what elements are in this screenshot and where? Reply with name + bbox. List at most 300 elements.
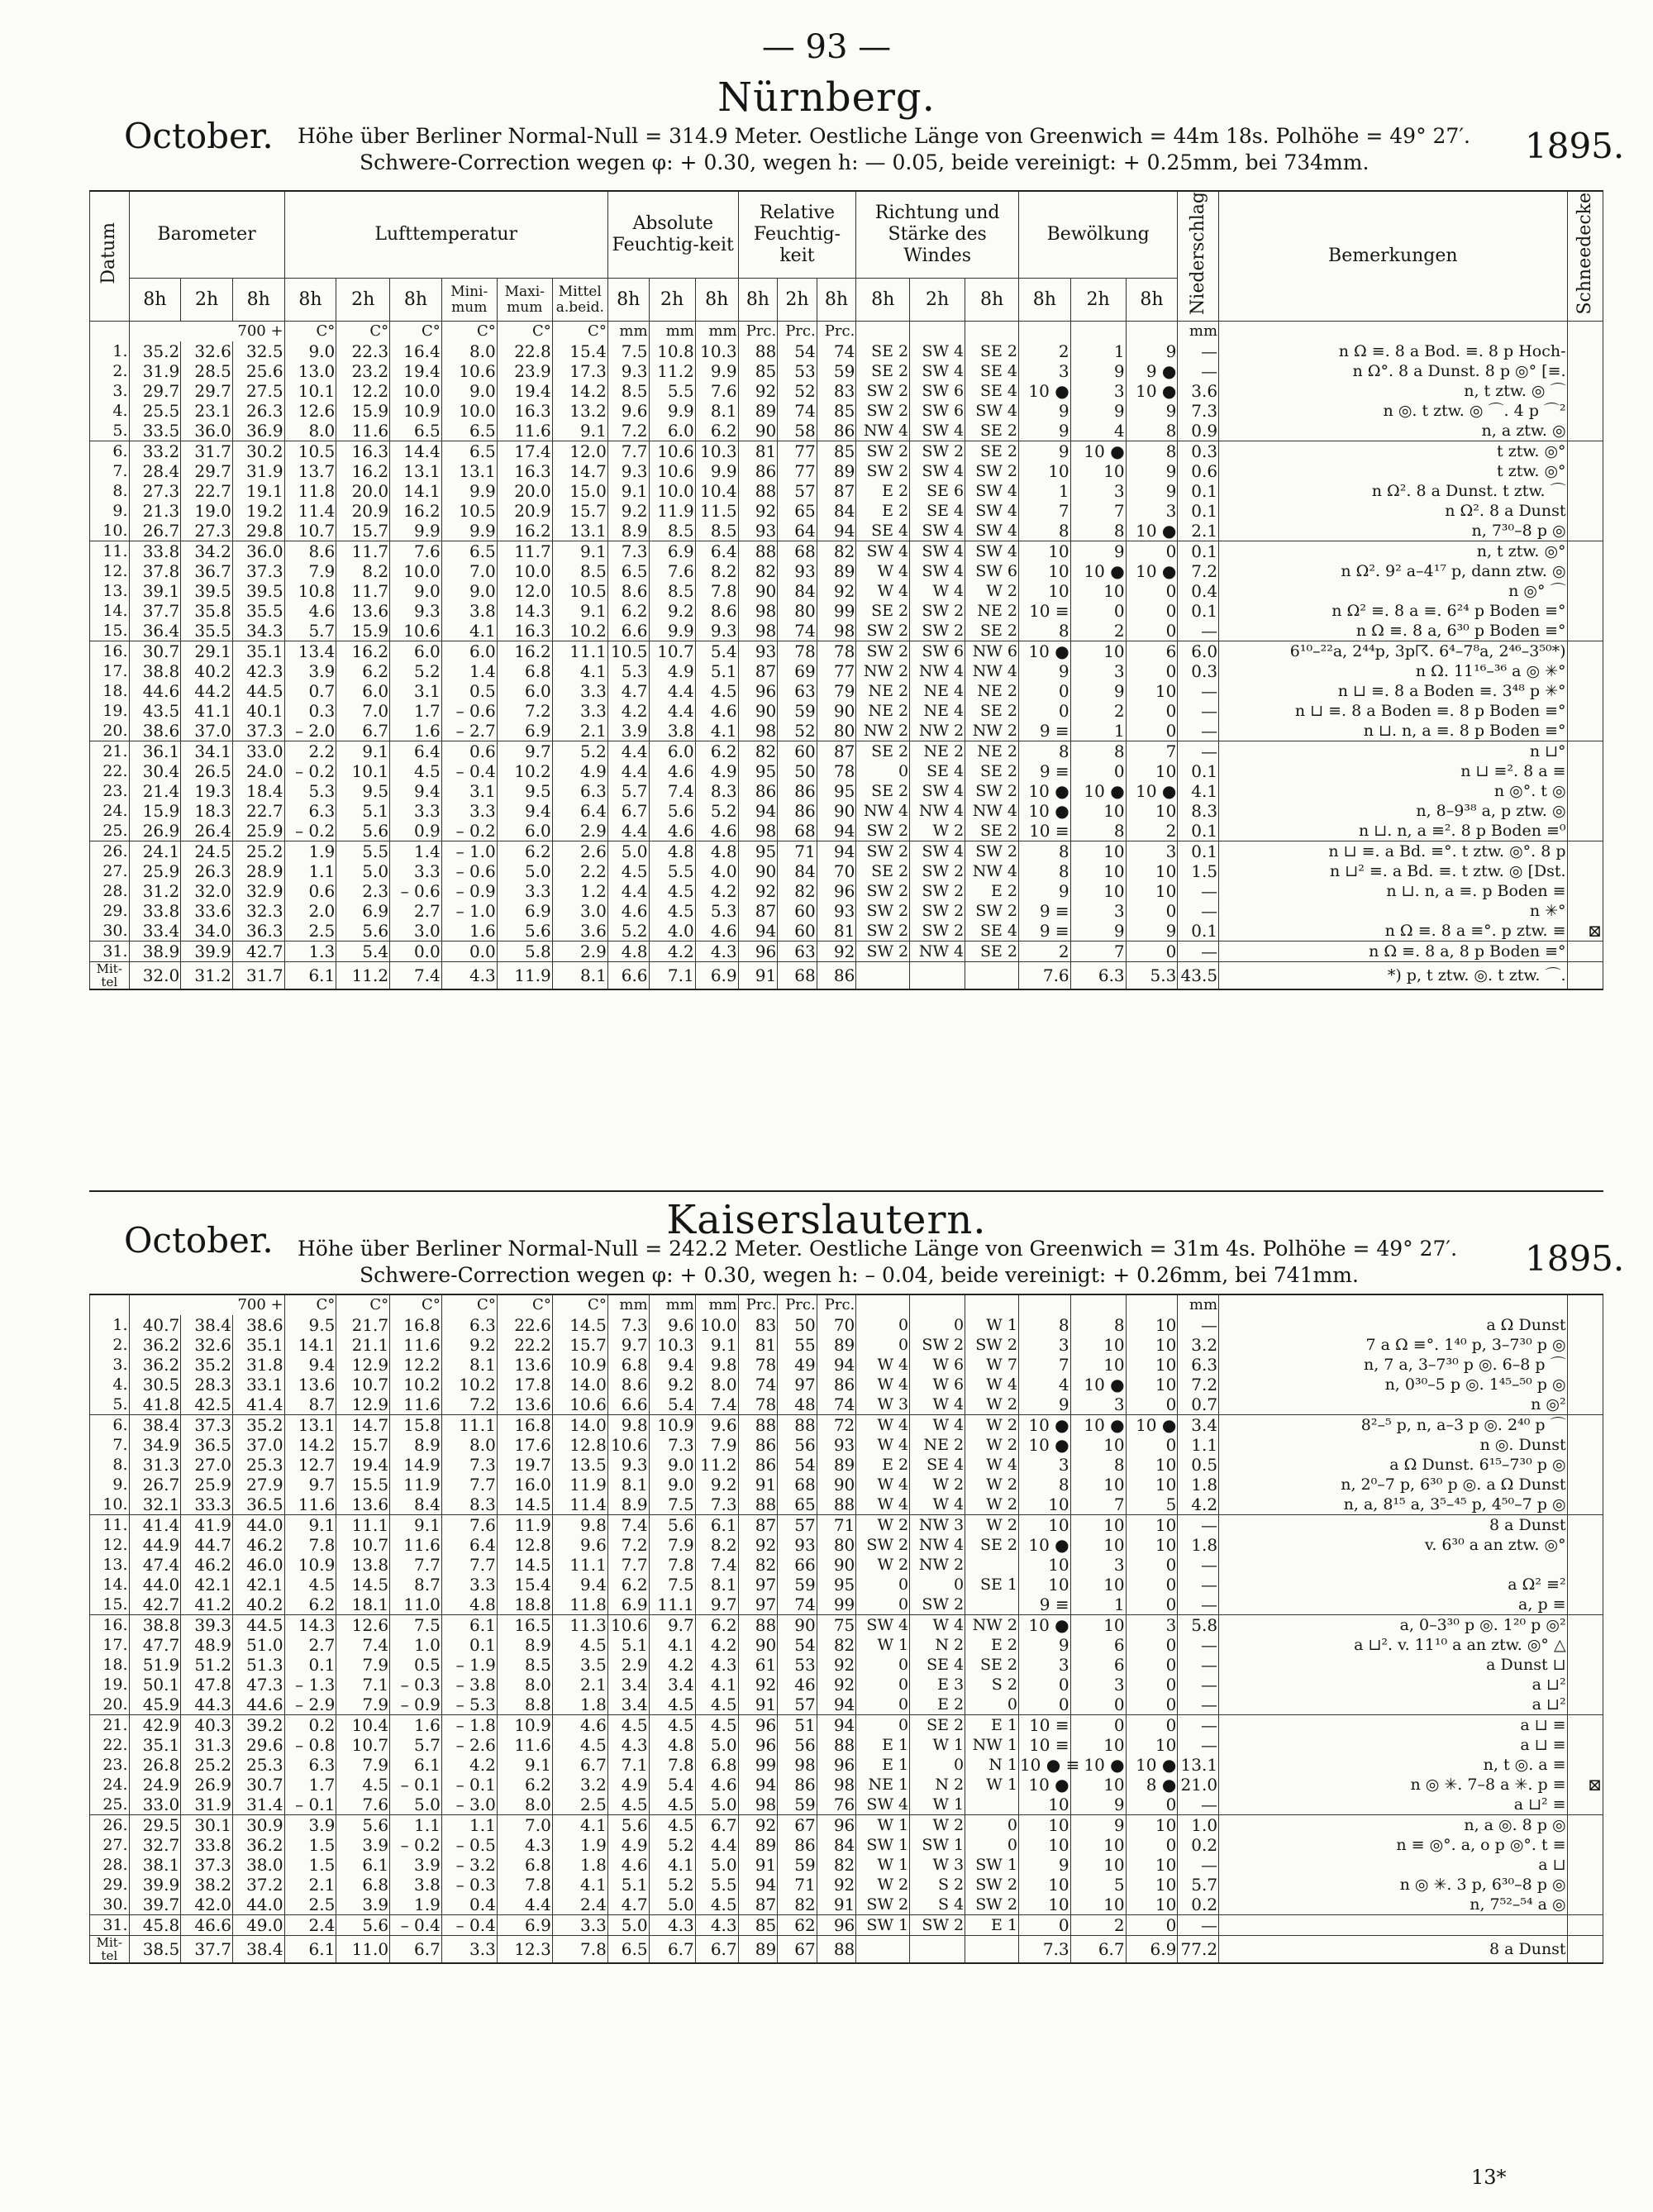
cell-abs-hum-2h: 10.6 [649, 441, 695, 461]
cell-temp-8h: 10.1 [284, 381, 336, 401]
cell-cloud-8h-eve: 0 [1126, 1595, 1178, 1615]
cell-rel-hum-2h: 88 [778, 1415, 817, 1436]
cell-precipitation: 0.1 [1178, 841, 1219, 861]
cell-temp-8h-eve: 0.5 [390, 1655, 442, 1675]
cell-temp-max: 10.9 [497, 1715, 552, 1736]
cell-temp-8h-eve: – 0.9 [390, 1695, 442, 1715]
cell-temp-8h: 0.7 [284, 681, 336, 701]
cell-wind-8h-eve [965, 1936, 1019, 1964]
cell-wind-8h-eve: SW 6 [965, 561, 1019, 581]
cell-cloud-2h: 7 [1070, 941, 1126, 961]
cell-baro-8h-eve: 36.0 [232, 541, 284, 561]
cell-remarks: 7 a Ω ≡°. 1⁴⁰ p, 3–7³⁰ p ◎ [1219, 1335, 1568, 1355]
cell-remarks: n ⊔. n, a ≡². 8 p Boden ≡⁰ [1219, 821, 1567, 841]
cell-wind-8h-eve: W 2 [965, 1515, 1019, 1536]
sub-h2: 2h [910, 279, 965, 322]
cell-day: 22. [90, 761, 130, 781]
cell-abs-hum-8h: 4.8 [607, 941, 649, 961]
cell-rel-hum-8h: 87 [738, 1515, 778, 1536]
cell-abs-hum-8h: 6.6 [607, 1394, 649, 1415]
cell-rel-hum-2h: 55 [778, 1335, 817, 1355]
cell-baro-8h: 32.7 [129, 1835, 181, 1855]
cell-cloud-2h: 10 ● [1070, 441, 1126, 461]
cell-abs-hum-8h-eve: 6.4 [695, 541, 738, 561]
cell-wind-2h [910, 961, 965, 989]
cell-temp-2h: 13.6 [336, 601, 390, 621]
cell-baro-2h: 35.5 [181, 621, 233, 641]
cell-wind-2h: SW 2 [910, 1915, 965, 1936]
cell-wind-8h: W 2 [856, 1515, 910, 1536]
cell-rel-hum-2h: 50 [778, 1315, 817, 1335]
cell-abs-hum-2h: 4.5 [649, 1795, 695, 1815]
cell-baro-8h-eve: 36.3 [232, 921, 284, 942]
cell-baro-8h: 28.4 [129, 461, 181, 481]
cell-snow-cover [1567, 1815, 1603, 1836]
table-row [90, 1915, 1603, 1936]
cell-baro-2h: 32.6 [181, 341, 233, 361]
cell-baro-8h-eve: 36.2 [232, 1835, 284, 1855]
cell-baro-8h-eve: 40.1 [232, 701, 284, 721]
cell-abs-hum-2h: 8.5 [649, 581, 695, 601]
cell-cloud-8h: 10 [1018, 1575, 1070, 1595]
cell-temp-8h-eve: 10.0 [390, 381, 442, 401]
cell-temp-8h: – 2.0 [284, 721, 336, 741]
cell-temp-min: 9.2 [441, 1335, 497, 1355]
cell-rel-hum-2h: 63 [778, 681, 817, 701]
cell-temp-min: 11.1 [441, 1415, 497, 1436]
cell-rel-hum-2h: 52 [778, 381, 817, 401]
cell-wind-2h: NW 4 [910, 801, 965, 821]
cell-remarks: n ⊔ ≡². 8 a ≡ [1219, 761, 1567, 781]
cell-temp-mean: 2.9 [552, 821, 607, 841]
cell-snow-cover [1567, 1615, 1603, 1636]
cell-temp-mean: 6.7 [552, 1755, 607, 1775]
col-wind: Richtung und Stärke des Windes [856, 191, 1019, 279]
cell-rel-hum-8h: 97 [738, 1595, 778, 1615]
cell-cloud-2h: 3 [1070, 901, 1126, 921]
cell-temp-mean: 10.2 [552, 621, 607, 641]
cell-temp-mean: 4.9 [552, 761, 607, 781]
cell-abs-hum-2h: 4.5 [649, 1815, 695, 1836]
cell-rel-hum-8h: 82 [738, 1555, 778, 1575]
cell-baro-8h-eve: 46.0 [232, 1555, 284, 1575]
cell-rel-hum-8h: 85 [738, 361, 778, 381]
month-label: October. [124, 1220, 274, 1261]
cell-rel-hum-8h-eve: 98 [817, 1775, 856, 1795]
cell-baro-2h: 31.2 [181, 961, 233, 989]
cell-wind-8h-eve: NE 2 [965, 741, 1019, 761]
cell-day: 19. [90, 1675, 130, 1695]
cell-cloud-2h: 9 [1070, 921, 1126, 942]
cell-cloud-8h-eve: 10 [1126, 1375, 1178, 1394]
cell-baro-8h-eve: 37.2 [232, 1875, 284, 1895]
cell-snow-cover [1567, 1635, 1603, 1655]
cell-cloud-8h: 8 [1018, 741, 1070, 761]
sub-h8: 8h [232, 279, 284, 322]
cell-rel-hum-8h-eve: 88 [817, 1936, 856, 1964]
cell-wind-8h: SE 2 [856, 861, 910, 881]
cell-temp-8h: 14.2 [284, 1435, 336, 1455]
cell-baro-8h-eve: 44.5 [232, 1615, 284, 1636]
month-label: October. [124, 116, 274, 156]
cell-temp-8h-eve: 3.0 [390, 921, 442, 942]
cell-temp-max: 19.4 [497, 381, 552, 401]
cell-cloud-8h: 10 ≡ [1018, 821, 1070, 841]
cell-rel-hum-2h: 54 [778, 1635, 817, 1655]
cell-temp-2h: 6.9 [336, 901, 390, 921]
cell-rel-hum-2h: 60 [778, 901, 817, 921]
cell-wind-8h-eve: SW 4 [965, 521, 1019, 541]
cell-rel-hum-2h: 74 [778, 1595, 817, 1615]
cell-baro-8h: 36.2 [129, 1335, 181, 1355]
cell-wind-8h: SE 2 [856, 341, 910, 361]
cell-abs-hum-8h: 4.4 [607, 881, 649, 901]
cell-remarks: n, 0³⁰–5 p ◎. 1⁴⁵–⁵⁰ p ◎ [1219, 1375, 1568, 1394]
cell-cloud-8h: 0 [1018, 1695, 1070, 1715]
cell-precipitation: — [1178, 1575, 1219, 1595]
cell-temp-mean: 4.6 [552, 1715, 607, 1736]
cell-day: 26. [90, 1815, 130, 1836]
cell-snow-cover [1567, 841, 1603, 861]
cell-baro-2h: 40.3 [181, 1715, 233, 1736]
cell-temp-2h: 2.3 [336, 881, 390, 901]
table-row [90, 1635, 1603, 1655]
cell-temp-min: 7.0 [441, 561, 497, 581]
cell-temp-2h: 12.2 [336, 381, 390, 401]
unit-c: C° [552, 1294, 607, 1315]
cell-cloud-2h: 5 [1070, 1875, 1126, 1895]
cell-rel-hum-2h: 66 [778, 1555, 817, 1575]
cell-cloud-2h: 10 [1070, 461, 1126, 481]
cell-temp-min: – 1.0 [441, 901, 497, 921]
cell-wind-8h: W 1 [856, 1635, 910, 1655]
unit-row [90, 1294, 1603, 1315]
cell-rel-hum-8h: 96 [738, 681, 778, 701]
cell-precipitation: — [1178, 1515, 1219, 1536]
cell-abs-hum-2h: 6.9 [649, 541, 695, 561]
cell-snow-cover: ⊠ [1567, 921, 1603, 942]
cell-rel-hum-8h: 91 [738, 1475, 778, 1495]
cell-cloud-8h: 9 [1018, 421, 1070, 441]
cell-temp-mean: 1.8 [552, 1855, 607, 1875]
cell-rel-hum-8h: 92 [738, 1675, 778, 1695]
cell-wind-2h: W 2 [910, 821, 965, 841]
cell-cloud-8h: 10 [1018, 581, 1070, 601]
cell-temp-mean: 14.5 [552, 1315, 607, 1335]
cell-rel-hum-8h-eve: 87 [817, 741, 856, 761]
cell-rel-hum-2h: 71 [778, 841, 817, 861]
cell-temp-8h-eve: 10.6 [390, 621, 442, 641]
cell-abs-hum-8h-eve: 4.6 [695, 701, 738, 721]
cell-abs-hum-8h-eve: 9.8 [695, 1355, 738, 1375]
cell-rel-hum-2h: 51 [778, 1715, 817, 1736]
cell-rel-hum-8h-eve: 70 [817, 861, 856, 881]
cell-abs-hum-8h: 8.6 [607, 581, 649, 601]
cell-rel-hum-8h-eve: 89 [817, 461, 856, 481]
cell-temp-8h-eve: 0.0 [390, 941, 442, 961]
cell-temp-8h-eve: 10.0 [390, 561, 442, 581]
cell-rel-hum-8h-eve: 59 [817, 361, 856, 381]
cell-abs-hum-8h: 8.9 [607, 1495, 649, 1515]
unit-c: C° [390, 321, 442, 341]
cell-rel-hum-2h: 67 [778, 1936, 817, 1964]
cell-baro-8h: 36.4 [129, 621, 181, 641]
cell-rel-hum-8h-eve: 94 [817, 1695, 856, 1715]
cell-rel-hum-2h: 67 [778, 1815, 817, 1836]
cell-cloud-8h: 8 [1018, 521, 1070, 541]
cell-temp-max: 8.5 [497, 1655, 552, 1675]
table-row [90, 1315, 1603, 1335]
cell-wind-8h-eve: SW 2 [965, 1875, 1019, 1895]
cell-snow-cover [1567, 641, 1603, 661]
cell-rel-hum-2h: 60 [778, 741, 817, 761]
cell-cloud-8h: 10 ● [1018, 641, 1070, 661]
cell-day: Mit-tel [90, 1936, 130, 1964]
cell-day: 7. [90, 1435, 130, 1455]
cell-day: 31. [90, 1915, 130, 1936]
cell-precipitation: — [1178, 1795, 1219, 1815]
cell-abs-hum-2h: 3.4 [649, 1675, 695, 1695]
table-row [90, 1895, 1603, 1915]
cell-rel-hum-8h: 98 [738, 1795, 778, 1815]
cell-temp-mean: 3.3 [552, 701, 607, 721]
cell-rel-hum-8h-eve: 92 [817, 1675, 856, 1695]
cell-temp-mean: 17.3 [552, 361, 607, 381]
cell-rel-hum-8h: 94 [738, 921, 778, 942]
cell-precipitation: — [1178, 1695, 1219, 1715]
cell-wind-8h-eve: SE 2 [965, 701, 1019, 721]
cell-abs-hum-8h: 6.6 [607, 621, 649, 641]
cell-cloud-8h-eve: 10 [1126, 1315, 1178, 1335]
cell-precipitation: 3.4 [1178, 1415, 1219, 1436]
cell-cloud-8h: 9 [1018, 441, 1070, 461]
cell-wind-8h-eve: N 1 [965, 1755, 1019, 1775]
cell-temp-8h-eve: 6.1 [390, 1755, 442, 1775]
cell-precipitation: 0.3 [1178, 441, 1219, 461]
cell-wind-8h-eve: NE 2 [965, 601, 1019, 621]
cell-abs-hum-8h: 6.2 [607, 601, 649, 621]
col-rel-feuchte: Relative Feuchtig-keit [738, 191, 856, 279]
cell-wind-2h: W 4 [910, 1394, 965, 1415]
cell-abs-hum-2h: 9.6 [649, 1315, 695, 1335]
cell-temp-mean: 11.9 [552, 1475, 607, 1495]
cell-temp-mean: 10.5 [552, 581, 607, 601]
cell-wind-8h: 0 [856, 1655, 910, 1675]
cell-abs-hum-8h-eve: 6.2 [695, 1615, 738, 1636]
cell-abs-hum-8h: 9.7 [607, 1335, 649, 1355]
cell-abs-hum-2h: 4.4 [649, 681, 695, 701]
cell-baro-8h: 31.9 [129, 361, 181, 381]
page-number: — 93 — [761, 28, 892, 66]
cell-abs-hum-8h-eve: 9.2 [695, 1475, 738, 1495]
cell-cloud-8h-eve: 10 [1126, 681, 1178, 701]
cell-precipitation: — [1178, 1855, 1219, 1875]
cell-abs-hum-2h: 4.3 [649, 1915, 695, 1936]
unit-nd: mm [1178, 321, 1219, 341]
table-row [90, 1575, 1603, 1595]
cell-abs-hum-8h-eve: 4.0 [695, 861, 738, 881]
unit-prc: Prc. [817, 321, 856, 341]
cell-precipitation: — [1178, 621, 1219, 641]
cell-snow-cover [1567, 1675, 1603, 1695]
cell-day: 14. [90, 1575, 130, 1595]
cell-wind-8h-eve: SW 4 [965, 541, 1019, 561]
cell-remarks: a ⊔ ≡ [1219, 1735, 1568, 1755]
cell-cloud-8h: 10 ● [1018, 1435, 1070, 1455]
cell-abs-hum-8h: 4.5 [607, 861, 649, 881]
cell-temp-2h: 10.1 [336, 761, 390, 781]
cell-cloud-8h: 9 ≡ [1018, 921, 1070, 942]
cell-rel-hum-2h: 74 [778, 401, 817, 421]
cell-temp-2h: 11.7 [336, 581, 390, 601]
cell-cloud-2h: 9 [1070, 1795, 1126, 1815]
cell-temp-8h-eve: 3.1 [390, 681, 442, 701]
cell-cloud-8h: 10 [1018, 1815, 1070, 1836]
cell-cloud-2h: 0 [1070, 1715, 1126, 1736]
cell-snow-cover [1567, 1355, 1603, 1375]
cell-precipitation: — [1178, 681, 1219, 701]
cell-remarks: a ⊔² [1219, 1675, 1568, 1695]
cell-remarks: a Ω Dunst. 6¹⁵–7³⁰ p ◎ [1219, 1455, 1568, 1475]
unit-c: C° [284, 321, 336, 341]
cell-wind-2h: W 4 [910, 1615, 965, 1636]
cell-snow-cover [1567, 1695, 1603, 1715]
cell-rel-hum-8h: 88 [738, 481, 778, 501]
cell-day: 15. [90, 621, 130, 641]
cell-abs-hum-8h-eve: 4.1 [695, 721, 738, 741]
cell-abs-hum-2h: 11.1 [649, 1595, 695, 1615]
cell-remarks: n ✳° [1219, 901, 1567, 921]
cell-temp-min: 9.9 [441, 481, 497, 501]
cell-cloud-8h: 3 [1018, 361, 1070, 381]
unit-c: C° [284, 1294, 336, 1315]
cell-baro-8h-eve: 44.5 [232, 681, 284, 701]
cell-rel-hum-8h: 87 [738, 901, 778, 921]
cell-abs-hum-8h: 5.0 [607, 1915, 649, 1936]
cell-abs-hum-2h: 10.8 [649, 341, 695, 361]
cell-temp-mean: 4.5 [552, 1735, 607, 1755]
cell-cloud-8h-eve: 9 ● [1126, 361, 1178, 381]
unit-mm: mm [649, 321, 695, 341]
cell-baro-8h-eve: 32.3 [232, 901, 284, 921]
cell-day: 13. [90, 1555, 130, 1575]
cell-abs-hum-8h-eve: 5.4 [695, 641, 738, 661]
cell-temp-8h: 10.9 [284, 1555, 336, 1575]
cell-cloud-8h-eve: 10 [1126, 1515, 1178, 1536]
cell-rel-hum-8h-eve: 90 [817, 1475, 856, 1495]
cell-baro-8h: 35.2 [129, 341, 181, 361]
cell-temp-max: 5.0 [497, 861, 552, 881]
table-row [90, 761, 1603, 781]
cell-rel-hum-8h: 95 [738, 761, 778, 781]
cell-baro-8h-eve: 47.3 [232, 1675, 284, 1695]
cell-abs-hum-8h-eve: 8.1 [695, 401, 738, 421]
cell-abs-hum-2h: 5.0 [649, 1895, 695, 1915]
cell-rel-hum-8h: 89 [738, 1835, 778, 1855]
cell-abs-hum-8h-eve: 9.9 [695, 361, 738, 381]
cell-precipitation: 13.1 [1178, 1755, 1219, 1775]
cell-temp-8h-eve: 14.9 [390, 1455, 442, 1475]
cell-precipitation: 0.2 [1178, 1895, 1219, 1915]
cell-temp-min: 0.1 [441, 1635, 497, 1655]
cell-day: 24. [90, 1775, 130, 1795]
cell-cloud-2h: 1 [1070, 1595, 1126, 1615]
table-row [90, 401, 1603, 421]
cell-rel-hum-2h: 93 [778, 561, 817, 581]
cell-cloud-8h: 10 ● [1018, 1615, 1070, 1636]
table-row [90, 361, 1603, 381]
cell-baro-2h: 25.2 [181, 1755, 233, 1775]
table-row [90, 1775, 1603, 1795]
cell-abs-hum-8h: 4.9 [607, 1835, 649, 1855]
cell-abs-hum-8h-eve: 5.0 [695, 1735, 738, 1755]
cell-temp-max: 8.0 [497, 1675, 552, 1695]
cell-precipitation: 2.1 [1178, 521, 1219, 541]
cell-wind-2h: W 2 [910, 1815, 965, 1836]
cell-cloud-8h-eve: 10 ● [1126, 781, 1178, 801]
cell-wind-2h: SW 4 [910, 461, 965, 481]
cell-cloud-8h: 7 [1018, 501, 1070, 521]
cell-temp-min: 3.1 [441, 781, 497, 801]
cell-temp-8h-eve: 2.7 [390, 901, 442, 921]
cell-rel-hum-2h: 86 [778, 801, 817, 821]
cell-rel-hum-2h: 68 [778, 541, 817, 561]
sub-h8: 8h [738, 279, 778, 322]
cell-cloud-8h-eve: 0 [1126, 601, 1178, 621]
cell-rel-hum-8h: 86 [738, 781, 778, 801]
cell-precipitation: — [1178, 1735, 1219, 1755]
cell-wind-8h: SW 1 [856, 1915, 910, 1936]
cell-temp-mean: 2.1 [552, 1675, 607, 1695]
cell-remarks: n Ω. 11¹⁶–³⁶ a ◎ ✳° [1219, 661, 1567, 681]
cell-wind-2h: SE 2 [910, 1715, 965, 1736]
cell-day: 28. [90, 881, 130, 901]
cell-wind-2h: W 2 [910, 1475, 965, 1495]
cell-rel-hum-8h: 95 [738, 841, 778, 861]
cell-abs-hum-8h: 10.6 [607, 1435, 649, 1455]
cell-temp-max: 22.8 [497, 341, 552, 361]
cell-remarks: n, 2⁰–7 p, 6³⁰ p ◎. a Ω Dunst [1219, 1475, 1568, 1495]
cell-day: 31. [90, 941, 130, 961]
cell-snow-cover [1567, 661, 1603, 681]
cell-temp-min: – 0.9 [441, 881, 497, 901]
cell-rel-hum-8h-eve: 81 [817, 921, 856, 942]
cell-abs-hum-8h-eve: 11.5 [695, 501, 738, 521]
cell-rel-hum-8h: 96 [738, 1735, 778, 1755]
cell-wind-8h-eve: NW 4 [965, 801, 1019, 821]
cell-baro-8h: 29.5 [129, 1815, 181, 1836]
cell-baro-2h: 41.1 [181, 701, 233, 721]
cell-abs-hum-8h-eve: 4.5 [695, 1695, 738, 1715]
cell-rel-hum-2h: 77 [778, 441, 817, 461]
cell-abs-hum-2h: 8.5 [649, 521, 695, 541]
cell-abs-hum-8h-eve: 5.0 [695, 1795, 738, 1815]
cell-rel-hum-8h-eve: 80 [817, 721, 856, 741]
cell-temp-2h: 7.1 [336, 1675, 390, 1695]
cell-rel-hum-2h: 65 [778, 1495, 817, 1515]
cell-temp-max: 11.6 [497, 421, 552, 441]
cell-wind-2h [910, 1936, 965, 1964]
cell-precipitation: — [1178, 901, 1219, 921]
cell-wind-8h: NW 2 [856, 661, 910, 681]
cell-temp-mean: 4.1 [552, 1875, 607, 1895]
cell-temp-min: 10.6 [441, 361, 497, 381]
cell-baro-8h-eve: 38.0 [232, 1855, 284, 1875]
cell-day: 17. [90, 661, 130, 681]
cell-cloud-8h-eve: 8 ● [1126, 1775, 1178, 1795]
cell-wind-8h: NE 1 [856, 1775, 910, 1795]
cell-cloud-2h: 8 [1070, 521, 1126, 541]
